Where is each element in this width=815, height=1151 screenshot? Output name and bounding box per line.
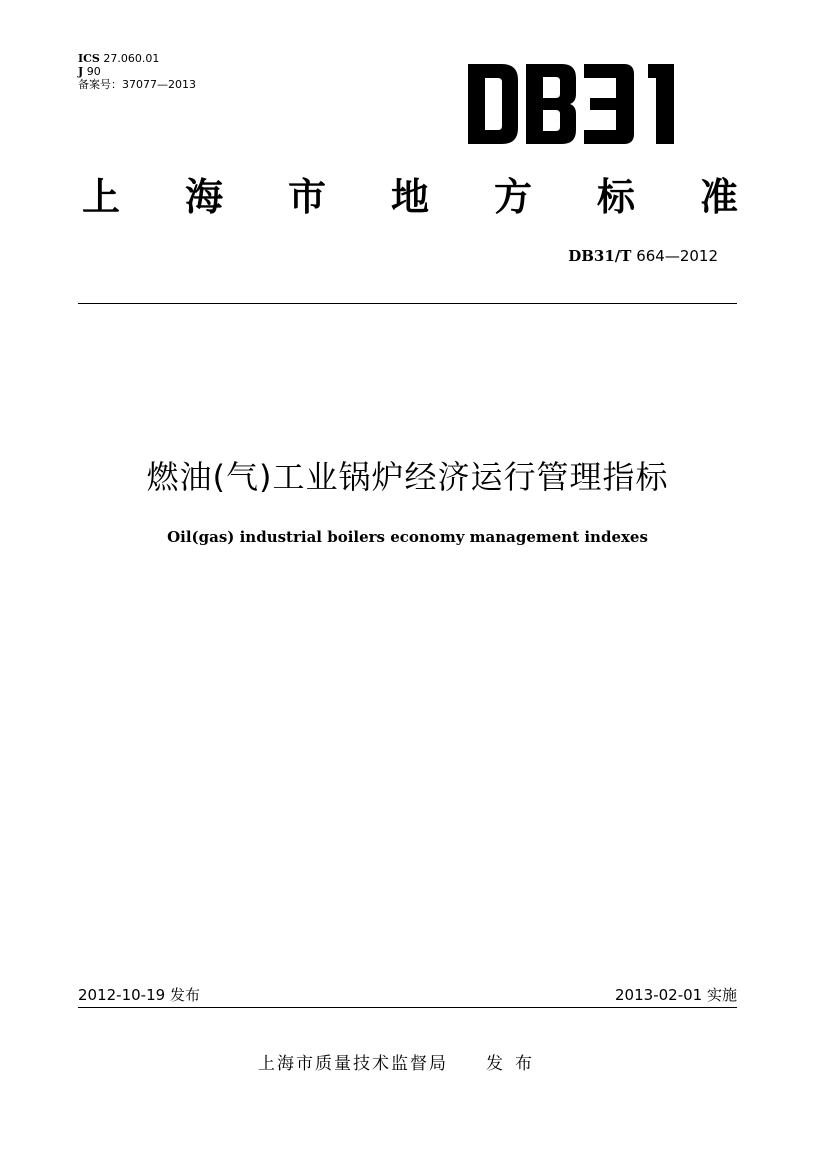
implement-date-label: 实施 bbox=[706, 986, 737, 1004]
ics-label: ICS bbox=[78, 52, 100, 65]
document-meta bbox=[78, 52, 196, 91]
record-label: 备案号： bbox=[78, 78, 122, 91]
standard-code bbox=[568, 247, 718, 265]
standard-type-char: 方 bbox=[493, 174, 532, 219]
publish-date-label: 发布 bbox=[169, 986, 200, 1004]
publish-date bbox=[78, 984, 200, 1005]
publisher-organization: 上海市质量技术监督局 bbox=[258, 1054, 448, 1074]
standard-type-char: 上 bbox=[81, 174, 120, 219]
document-title-english: Oil(gas) industrial boilers economy management indexes bbox=[167, 528, 648, 546]
classification-label: J bbox=[78, 65, 84, 78]
standard-type-char: 市 bbox=[287, 174, 326, 219]
standard-type-char: 地 bbox=[390, 174, 429, 219]
publisher-line bbox=[258, 1049, 544, 1074]
standard-type-char: 海 bbox=[184, 174, 223, 219]
ics-line bbox=[78, 52, 196, 65]
record-number-line bbox=[78, 78, 196, 91]
standard-code-number: 664—2012 bbox=[636, 247, 718, 265]
publisher-action: 发布 bbox=[486, 1054, 544, 1074]
classification-line bbox=[78, 65, 196, 78]
ics-value: 27.060.01 bbox=[103, 52, 160, 65]
document-title-chinese: 燃油(气)工业锅炉经济运行管理指标 bbox=[146, 458, 669, 496]
standard-type-heading bbox=[70, 168, 750, 218]
standard-type-char: 标 bbox=[596, 174, 635, 219]
classification-value: 90 bbox=[86, 65, 101, 78]
standard-code-prefix: DB31/T bbox=[568, 247, 632, 265]
publish-date-value: 2012-10-19 bbox=[78, 986, 166, 1004]
footer-divider bbox=[78, 1007, 737, 1008]
standard-type-char: 准 bbox=[699, 174, 738, 219]
implement-date-value: 2013-02-01 bbox=[615, 986, 703, 1004]
implement-date bbox=[615, 984, 737, 1005]
record-value: 37077—2013 bbox=[122, 78, 196, 91]
header-divider bbox=[78, 303, 737, 304]
db31-logo bbox=[468, 64, 694, 144]
